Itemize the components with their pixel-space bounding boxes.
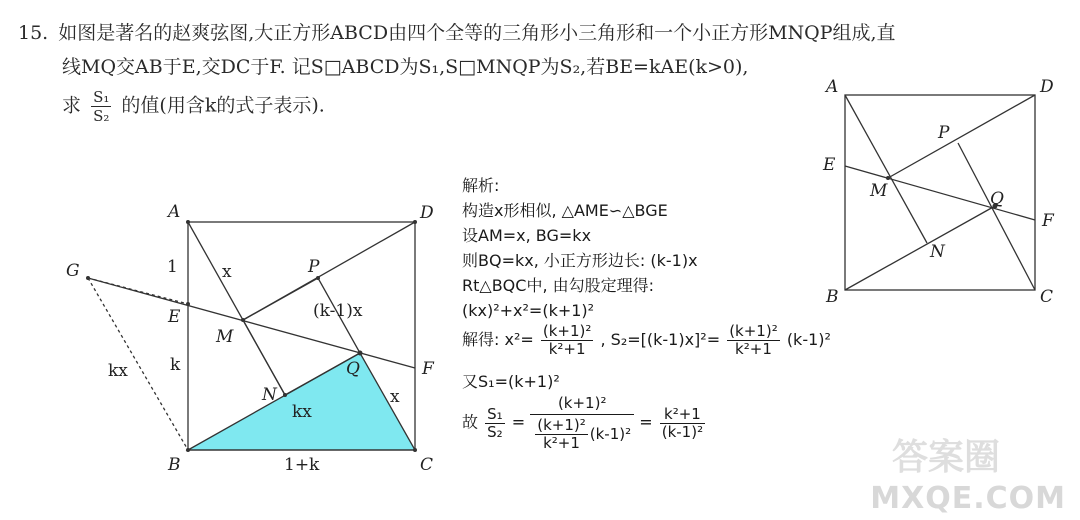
solution-line-7: 又S₁=(k+1)² [462, 372, 560, 391]
watermark-logo: 答案圈 [891, 437, 1000, 478]
label-bottom: 1+k [284, 455, 320, 475]
left-label-F: F [422, 359, 434, 379]
right-label-C: C [1040, 287, 1054, 307]
solution-line-4: Rt△BQC中, 由勾股定理得: [462, 276, 655, 295]
problem-number: 15. [18, 22, 49, 44]
label-x-right: x [390, 387, 400, 407]
right-label-N: N [930, 242, 945, 262]
solution-line-2: 设AM=x, BG=kx [462, 226, 592, 245]
left-label-P: P [308, 257, 320, 277]
left-label-E: E [168, 307, 181, 327]
fraction-x2: $\frac{\text{(k+1)²}}{\text{k²+1}}$ [542, 322, 592, 358]
left-label-C: C [420, 455, 434, 475]
problem-line-1: 15. 如图是著名的赵爽弦图,大正方形ABCD由四个全等的三角形小三角形和一个小正方形MNQP组成,直 [18, 22, 896, 44]
fraction-s1-s2: $\frac{\text{S₁}}{\text{S₂}}$ [487, 404, 503, 441]
right-label-Q: Q [990, 189, 1004, 209]
right-label-B: B [826, 287, 839, 307]
fraction-result: $\frac{\text{k²+1}}{\text{(k-1)²}}$ [661, 404, 704, 441]
left-label-D: D [420, 203, 434, 223]
left-label-G: G [66, 261, 80, 281]
label-k: k [170, 355, 181, 375]
left-label-Q: Q [346, 359, 360, 379]
label-k1x: (k-1)x [313, 301, 363, 321]
label-kx-left: kx [108, 361, 128, 381]
left-label-N: N [262, 385, 277, 405]
fraction-compound: (k+1)² $\frac{\text{(k+1)²}}{\text{k²+1}}$ (k-1)² [530, 394, 634, 452]
right-line-D-M [888, 95, 1035, 178]
problem-line-2: 线MQ交AB于E,交DC于F. 记S□ABCD为S₁,S□MNQP为S₂,若BE=kAE(k>0), [62, 56, 749, 78]
solution-block [462, 173, 882, 458]
solution-line-5: (kx)²+x²=(k+1)² [462, 301, 595, 320]
problem-line-3: 求 $\frac{\text{S₁}}{\text{S₂}}$ 的值(用含k的式子表示). [62, 88, 325, 125]
right-label-A: A [826, 77, 839, 97]
solution-line-1: 构造x形相似, △AME∽△BGE [462, 201, 668, 220]
left-figure [88, 222, 415, 450]
line-E-F [88, 278, 415, 368]
solution-line-8: 故 $\frac{\text{S₁}}{\text{S₂}}$ = (k+1)² $\frac{\text{(k+1)²}}{\text{k²+1}}$ (k-1)² = $\frac{\text{k²+1}}{\text{(k-1)²}}$ [462, 394, 704, 452]
watermark-url: MXQE.COM [870, 481, 1066, 516]
label-kx-inner: kx [292, 402, 312, 422]
left-label-A: A [168, 202, 181, 222]
problem-fraction: $\frac{\text{S₁}}{\text{S₂}}$ [93, 88, 110, 125]
right-points [886, 176, 998, 209]
label-x: x [222, 262, 232, 282]
solution-line-3: 则BQ=kx, 小正方形边长: (k-1)x [462, 251, 698, 270]
solution-title: 解析: [462, 176, 500, 195]
label-one: 1 [167, 257, 178, 277]
left-label-B: B [168, 455, 181, 475]
right-label-F: F [1042, 211, 1054, 231]
solution-line-6: 解得: x²= $\frac{\text{(k+1)²}}{\text{k²+1}}$ , S₂=[(k-1)x]²= $\frac{\text{(k+1)²}}{\text{k²+1}}$ (k-1)² [462, 322, 831, 358]
right-label-D: D [1040, 77, 1054, 97]
right-label-P: P [938, 123, 950, 143]
right-label-E: E [823, 155, 836, 175]
fraction-s2: $\frac{\text{(k+1)²}}{\text{k²+1}}$ [729, 322, 778, 358]
left-label-M: M [216, 327, 234, 347]
right-label-M: M [870, 181, 888, 201]
